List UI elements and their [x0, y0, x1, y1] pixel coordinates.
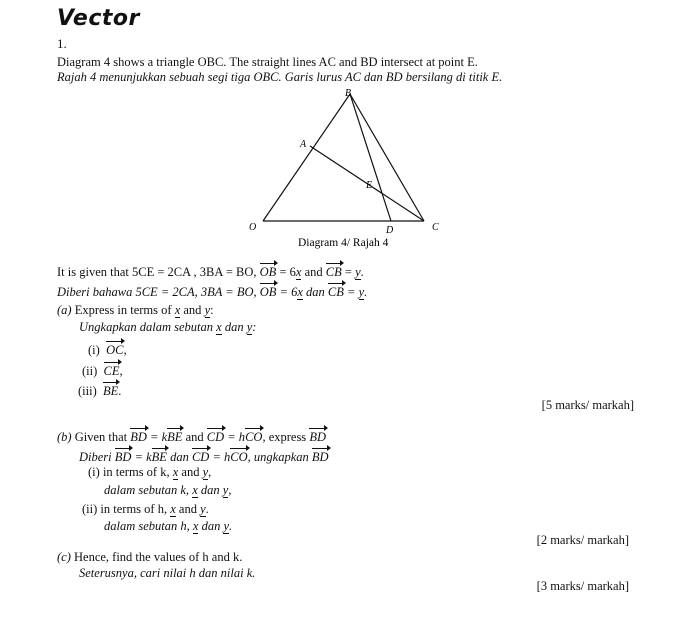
item-y-ms: y [222, 483, 229, 497]
vector-ce: CE [103, 364, 120, 378]
vector-ob-ms: OB [259, 285, 277, 299]
part-b-item-ii [82, 502, 209, 517]
item-x: x [170, 502, 176, 516]
intro-english: Diagram 4 shows a triangle OBC. The straight lines AC and BD intersect at point E. [57, 55, 478, 69]
part-a-english: (a) Express in terms of x and y: [57, 303, 214, 317]
part-a-y-ms: y [246, 320, 253, 334]
vector-bd-2: BD [309, 430, 326, 444]
part-b-english [57, 430, 326, 445]
label-a: A [300, 139, 307, 150]
part-c-marks: [3 marks/ markah] [536, 579, 629, 593]
vector-cd: CD [206, 430, 225, 444]
side-ob [263, 94, 350, 221]
part-a-dan: dan [224, 320, 244, 334]
part-b-marks: [2 marks/ markah] [536, 533, 629, 547]
vector-x: x [295, 265, 302, 279]
eq-k-ms: = k [134, 450, 152, 464]
item-dan: dan [201, 519, 221, 533]
item-y: y [200, 502, 206, 516]
vector-cb-ms: CB [327, 285, 344, 299]
item-punct: , [119, 364, 123, 378]
label-o: O [249, 222, 257, 233]
question-number: 1. [57, 36, 67, 51]
item-x-ms: x [192, 483, 198, 497]
label-b: B [345, 88, 352, 99]
vector-x-ms: x [297, 285, 303, 299]
item-and: and [181, 465, 200, 479]
part-a-and: and [183, 303, 202, 317]
label-d: D [386, 225, 394, 236]
period: . [360, 265, 364, 279]
vector-bd-ms-2: BD [311, 450, 329, 464]
part-a-marks: [5 marks/ markah] [541, 398, 634, 412]
part-b-and: and [185, 430, 204, 444]
vector-y: y [355, 265, 361, 279]
part-b-item-i [88, 465, 211, 480]
given-malay [57, 285, 367, 300]
part-b-given: Given that [74, 430, 128, 444]
part-b-item-ii-malay [104, 519, 232, 534]
eq-h: = h [227, 430, 246, 444]
ob-value: = 6 [279, 265, 296, 279]
item-text-ms: dalam sebutan h, [104, 519, 190, 533]
item-punct-ms: , [228, 483, 232, 497]
part-a-item-i [88, 343, 127, 358]
vector-cd-ms: CD [191, 450, 210, 464]
part-c-label: (c) [57, 550, 71, 564]
given-malay-prefix: Diberi bahawa 5CE = 2CA, 3BA = BO, [57, 285, 257, 299]
given-english [57, 265, 364, 280]
triangle-diagram [200, 84, 460, 254]
vector-cb: CB [325, 265, 342, 279]
item-number: (ii) [82, 364, 98, 378]
dan-word: dan [306, 285, 325, 299]
page-title: Vector [57, 6, 140, 31]
eq-h-ms: = h [212, 450, 231, 464]
item-punct: . [205, 502, 209, 516]
vector-y-ms: y [358, 285, 365, 299]
vector-ob: OB [259, 265, 277, 279]
intro-malay: Rajah 4 menunjukkan sebuah segi tiga OBC. Garis lurus AC dan BD bersilang di titik E. [57, 70, 503, 84]
item-and: and [178, 502, 197, 516]
item-number: (ii) [82, 502, 98, 516]
item-y: y [202, 465, 209, 479]
part-b-label: (b) [57, 430, 72, 444]
part-b-diberi: Diberi [79, 450, 112, 464]
part-a-x: x [174, 303, 181, 317]
item-y-ms: y [223, 519, 230, 533]
diagram-caption: Diagram 4/ Rajah 4 [298, 237, 389, 249]
item-text: in terms of h, [100, 502, 168, 516]
part-a-label: (a) [57, 303, 72, 317]
part-a-x-ms: x [216, 320, 222, 334]
vector-oc: OC [106, 343, 124, 357]
part-a-item-ii [82, 364, 123, 379]
ob-value-ms: = 6 [279, 285, 298, 299]
item-punct-ms: . [229, 519, 233, 533]
vector-bd: BD [130, 430, 147, 444]
cb-value: = [344, 265, 352, 279]
side-bc [350, 94, 424, 221]
item-number: (i) [88, 343, 100, 357]
vector-co-ms: CO [230, 450, 248, 464]
line-bd [350, 94, 391, 221]
and-word: and [304, 265, 323, 279]
item-dan: dan [200, 483, 220, 497]
item-punct: . [118, 384, 122, 398]
part-a-text-ms: Ungkapkan dalam sebutan [79, 320, 214, 334]
item-x-ms: x [192, 519, 199, 533]
item-text-ms: dalam sebutan k, [104, 483, 190, 497]
given-english-prefix: It is given that 5CE = 2CA , 3BA = BO, [57, 265, 257, 279]
part-c-malay: Seterusnya, cari nilai h dan nilai k. [79, 566, 256, 580]
part-b-malay [79, 450, 329, 465]
label-c: C [432, 222, 439, 233]
express-word: , express [262, 430, 307, 444]
part-b-item-i-malay [104, 483, 231, 498]
vector-be-b: BE [167, 430, 183, 444]
item-text: in terms of k, [102, 465, 170, 479]
period-ms: . [364, 285, 368, 299]
part-a-y: y [204, 303, 211, 317]
part-a-item-iii [78, 384, 121, 399]
vector-be: BE [103, 384, 119, 398]
item-number: (iii) [78, 384, 97, 398]
eq-k: = k [150, 430, 168, 444]
item-punct: , [208, 465, 212, 479]
cb-value-ms: = [347, 285, 356, 299]
part-c-english [57, 550, 242, 565]
vector-bd-ms: BD [114, 450, 132, 464]
item-punct: , [123, 343, 127, 357]
part-a-text: Express in terms of [74, 303, 172, 317]
part-b-dan: dan [170, 450, 189, 464]
part-c-text: Hence, find the values of h and k. [74, 550, 243, 564]
label-e: E [366, 180, 373, 191]
vector-be-ms: BE [151, 450, 167, 464]
vector-co: CO [245, 430, 263, 444]
item-number: (i) [88, 465, 100, 479]
ungkapkan-word: , ungkapkan [247, 450, 309, 464]
item-x: x [172, 465, 179, 479]
part-a-malay: Ungkapkan dalam sebutan x dan y: [79, 320, 257, 334]
